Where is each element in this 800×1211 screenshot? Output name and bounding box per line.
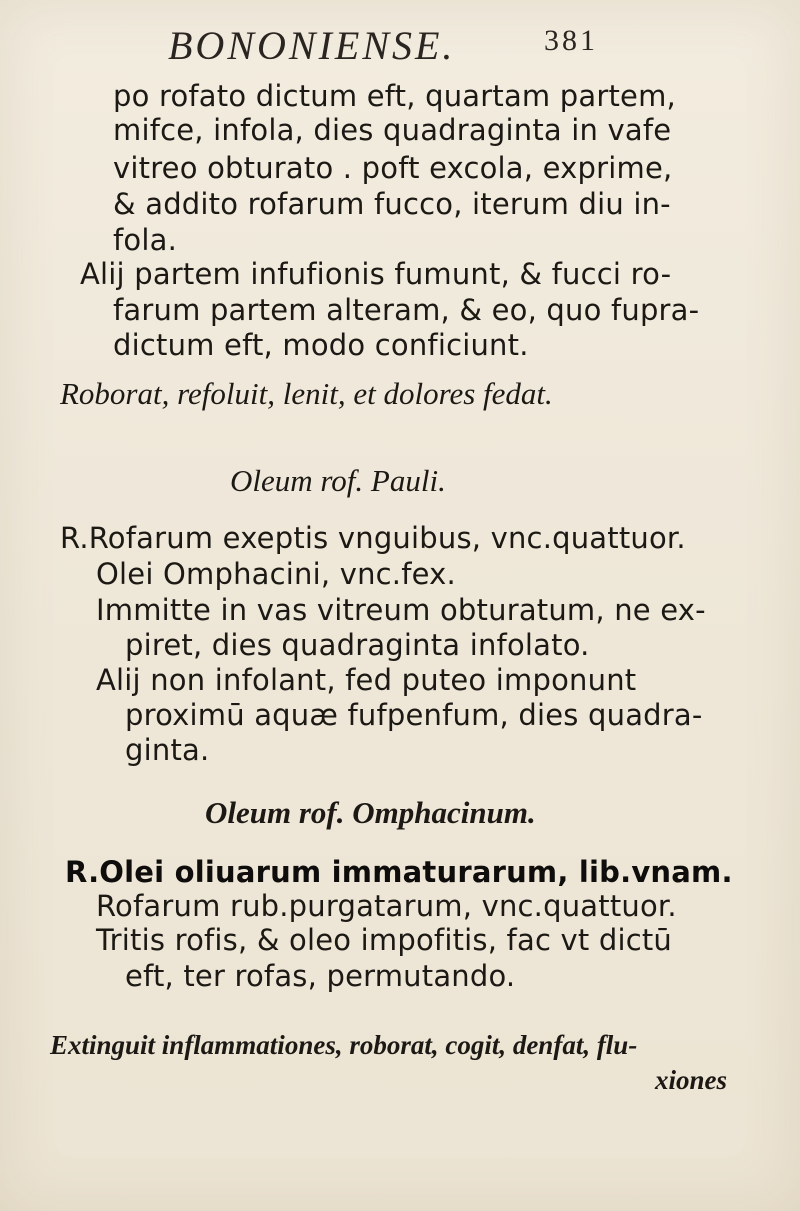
recipe-line: R.Olei oliuarum immaturarum, lib.vnam. <box>65 855 733 889</box>
text-line: fola. <box>113 223 177 257</box>
text-line: Alij partem infufionis fumunt, & fucci ro- <box>80 257 672 291</box>
recipe-title: Oleum rof. Omphacinum. <box>205 795 536 830</box>
recipe-line: piret, dies quadraginta infolato. <box>125 628 590 662</box>
recipe-line: Olei Omphacini, vnc.fex. <box>96 557 456 591</box>
text-line: po rofato dictum eft, quartam partem, <box>113 79 676 113</box>
recipe-line: ginta. <box>125 733 210 767</box>
recipe-title: Oleum rof. Pauli. <box>230 463 446 498</box>
recipe-line: R.Rofarum exeptis vnguibus, vnc.quattuor. <box>60 521 686 555</box>
page-number: 381 <box>544 24 598 57</box>
text-line: vitreo obturato . poft excola, exprime, <box>113 151 673 185</box>
catchword: xiones <box>655 1065 728 1095</box>
recipe-line: eft, ter rofas, permutando. <box>125 959 516 993</box>
text-line: farum partem alteram, & eo, quo fupra- <box>113 293 700 327</box>
page-header <box>168 22 598 72</box>
section-heading: Extinguit inflammationes, roborat, cogit, denfat, flu- <box>50 1030 638 1060</box>
recipe-line: Immitte in vas vitreum obturatum, ne ex- <box>96 593 706 627</box>
recipe-line: proximū aquæ fufpenfum, dies quadra- <box>125 698 703 732</box>
recipe-line: Alij non infolant, fed puteo imponunt <box>96 663 637 697</box>
text-line: & addito rofarum fucco, iterum diu in- <box>113 187 671 221</box>
text-line: dictum eft, modo conficiunt. <box>113 328 529 362</box>
section-heading: Roborat, refoluit, lenit, et dolores fedat. <box>60 376 553 411</box>
text-line: mifce, infola, dies quadraginta in vafe <box>113 113 672 147</box>
recipe-line: Rofarum rub.purgatarum, vnc.quattuor. <box>96 889 677 923</box>
recipe-line: Tritis rofis, & oleo impofitis, fac vt dictū <box>96 923 673 957</box>
running-title: BONONIENSE. <box>168 23 456 68</box>
